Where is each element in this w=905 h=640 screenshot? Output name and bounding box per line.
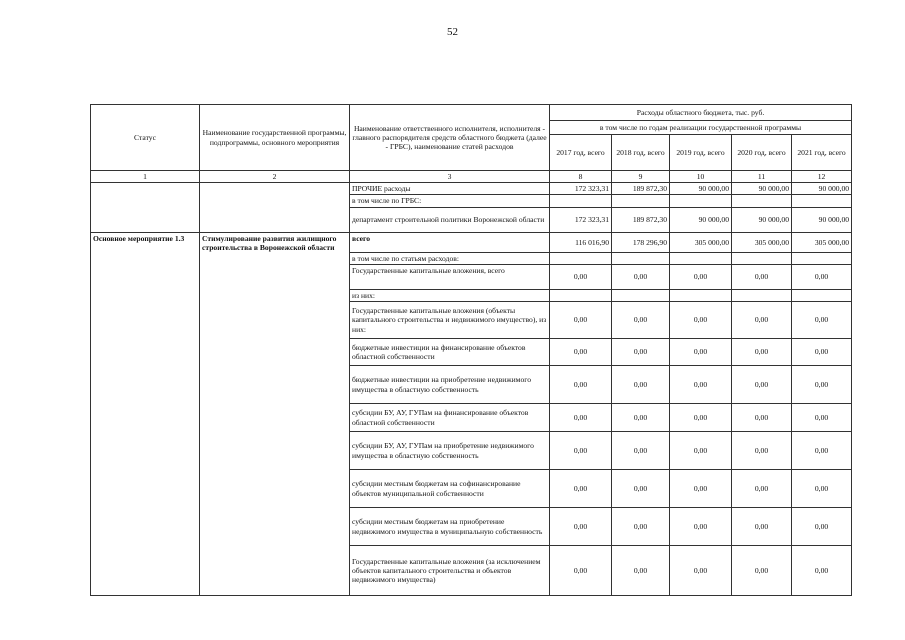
value-cell: 0,00: [670, 470, 732, 508]
row-label: Государственные капитальные вложения (объекты капитального строительства и недвижимого имущество), из них:: [350, 302, 550, 339]
value-cell: 116 016,90: [550, 232, 612, 252]
value-cell: 90 000,00: [792, 183, 852, 195]
value-cell: 0,00: [612, 264, 670, 289]
value-cell: 0,00: [732, 432, 792, 470]
value-cell: 0,00: [732, 264, 792, 289]
row-label: субсидии БУ, АУ, ГУПам на приобретение недвижимого имущества в областную собственность: [350, 432, 550, 470]
row-label: субсидии БУ, АУ, ГУПам на финансирование объектов областной собственности: [350, 404, 550, 432]
value-cell: 0,00: [550, 508, 612, 546]
table-row: [91, 232, 852, 252]
value-cell: 90 000,00: [670, 207, 732, 232]
value-cell: 0,00: [732, 508, 792, 546]
row-label: ПРОЧИЕ расходы: [350, 183, 550, 195]
value-cell: [670, 289, 732, 301]
header-year: 2017 год, всего: [550, 135, 612, 171]
value-cell: 0,00: [670, 404, 732, 432]
table-row: [91, 183, 852, 195]
value-cell: 0,00: [732, 302, 792, 339]
value-cell: [550, 195, 612, 207]
value-cell: 0,00: [550, 546, 612, 596]
value-cell: [792, 289, 852, 301]
header-year: 2018 год, всего: [612, 135, 670, 171]
value-cell: 0,00: [612, 366, 670, 404]
value-cell: 0,00: [550, 432, 612, 470]
value-cell: 305 000,00: [670, 232, 732, 252]
value-cell: [670, 252, 732, 264]
row-label: Государственные капитальные вложения, всего: [350, 264, 550, 289]
value-cell: 0,00: [792, 508, 852, 546]
value-cell: [670, 195, 732, 207]
value-cell: 0,00: [732, 546, 792, 596]
column-number: 11: [732, 171, 792, 183]
value-cell: [550, 252, 612, 264]
column-number: 1: [91, 171, 200, 183]
value-cell: 0,00: [792, 366, 852, 404]
value-cell: 0,00: [550, 366, 612, 404]
value-cell: [792, 252, 852, 264]
header-executor: Наименование ответственного исполнителя, исполнителя - главного распорядителя средств областного бюджета (далее - ГРБС), наименование статей расходов: [350, 105, 550, 171]
value-cell: 0,00: [550, 470, 612, 508]
header-year: 2021 год, всего: [792, 135, 852, 171]
measure-status: Основное мероприятие 1.3: [91, 232, 200, 595]
header-expenses: Расходы областного бюджета, тыс. руб.: [550, 105, 852, 121]
row-label: Государственные капитальные вложения (за исключением объектов капитального строительства и объектов недвижимого имущества): [350, 546, 550, 596]
value-cell: 90 000,00: [732, 207, 792, 232]
value-cell: 178 296,90: [612, 232, 670, 252]
budget-table: [90, 104, 852, 596]
column-number: 8: [550, 171, 612, 183]
value-cell: 0,00: [792, 302, 852, 339]
value-cell: 0,00: [612, 302, 670, 339]
value-cell: [792, 195, 852, 207]
value-cell: [732, 289, 792, 301]
value-cell: 0,00: [792, 546, 852, 596]
value-cell: 0,00: [792, 432, 852, 470]
value-cell: [732, 195, 792, 207]
column-number: 2: [200, 171, 350, 183]
column-number: 9: [612, 171, 670, 183]
header-status: Статус: [91, 105, 200, 171]
header-program-name: Наименование государственной программы, подпрограммы, основного мероприятия: [200, 105, 350, 171]
value-cell: 0,00: [670, 508, 732, 546]
value-cell: 90 000,00: [792, 207, 852, 232]
row-label: бюджетные инвестиции на финансирование объектов областной собственности: [350, 339, 550, 366]
value-cell: 305 000,00: [732, 232, 792, 252]
value-cell: [550, 289, 612, 301]
value-cell: 0,00: [792, 264, 852, 289]
row-label: из них:: [350, 289, 550, 301]
header-year: 2019 год, всего: [670, 135, 732, 171]
value-cell: 0,00: [550, 264, 612, 289]
value-cell: [612, 289, 670, 301]
row-label: всего: [350, 232, 550, 252]
row-label: бюджетные инвестиции на приобретение недвижимого имущества в областную собственность: [350, 366, 550, 404]
value-cell: 0,00: [732, 404, 792, 432]
column-number: 3: [350, 171, 550, 183]
row-label: департамент строительной политики Воронежской области: [350, 207, 550, 232]
value-cell: 0,00: [612, 432, 670, 470]
value-cell: 305 000,00: [792, 232, 852, 252]
page-number: 52: [447, 26, 458, 38]
value-cell: 172 323,31: [550, 207, 612, 232]
value-cell: 0,00: [612, 508, 670, 546]
row-label: субсидии местным бюджетам на приобретение недвижимого имущества в муниципальную собственность: [350, 508, 550, 546]
value-cell: 0,00: [612, 546, 670, 596]
status-cell-empty: [91, 183, 200, 232]
value-cell: 0,00: [670, 432, 732, 470]
value-cell: 0,00: [550, 404, 612, 432]
row-label: субсидии местным бюджетам на софинансирование объектов муниципальной собственности: [350, 470, 550, 508]
value-cell: 172 323,31: [550, 183, 612, 195]
value-cell: 0,00: [732, 470, 792, 508]
value-cell: [732, 252, 792, 264]
value-cell: 0,00: [792, 404, 852, 432]
value-cell: 0,00: [670, 546, 732, 596]
value-cell: 189 872,30: [612, 183, 670, 195]
value-cell: 90 000,00: [670, 183, 732, 195]
value-cell: 0,00: [732, 366, 792, 404]
row-label: в том числе по статьям расходов:: [350, 252, 550, 264]
value-cell: 0,00: [670, 339, 732, 366]
value-cell: 0,00: [612, 470, 670, 508]
value-cell: [612, 252, 670, 264]
value-cell: 189 872,30: [612, 207, 670, 232]
header-year: 2020 год, всего: [732, 135, 792, 171]
value-cell: 0,00: [732, 339, 792, 366]
value-cell: 0,00: [670, 264, 732, 289]
value-cell: [612, 195, 670, 207]
value-cell: 0,00: [612, 404, 670, 432]
value-cell: 0,00: [612, 339, 670, 366]
value-cell: 0,00: [550, 339, 612, 366]
measure-name: Стимулирование развития жилищного строительства в Воронежской области: [200, 232, 350, 595]
value-cell: 0,00: [792, 339, 852, 366]
value-cell: 90 000,00: [732, 183, 792, 195]
value-cell: 0,00: [670, 302, 732, 339]
value-cell: 0,00: [792, 470, 852, 508]
program-cell-empty: [200, 183, 350, 232]
column-number: 12: [792, 171, 852, 183]
value-cell: 0,00: [550, 302, 612, 339]
row-label: в том числе по ГРБС:: [350, 195, 550, 207]
value-cell: 0,00: [670, 366, 732, 404]
column-number: 10: [670, 171, 732, 183]
header-by-years: в том числе по годам реализации государственной программы: [550, 121, 852, 135]
